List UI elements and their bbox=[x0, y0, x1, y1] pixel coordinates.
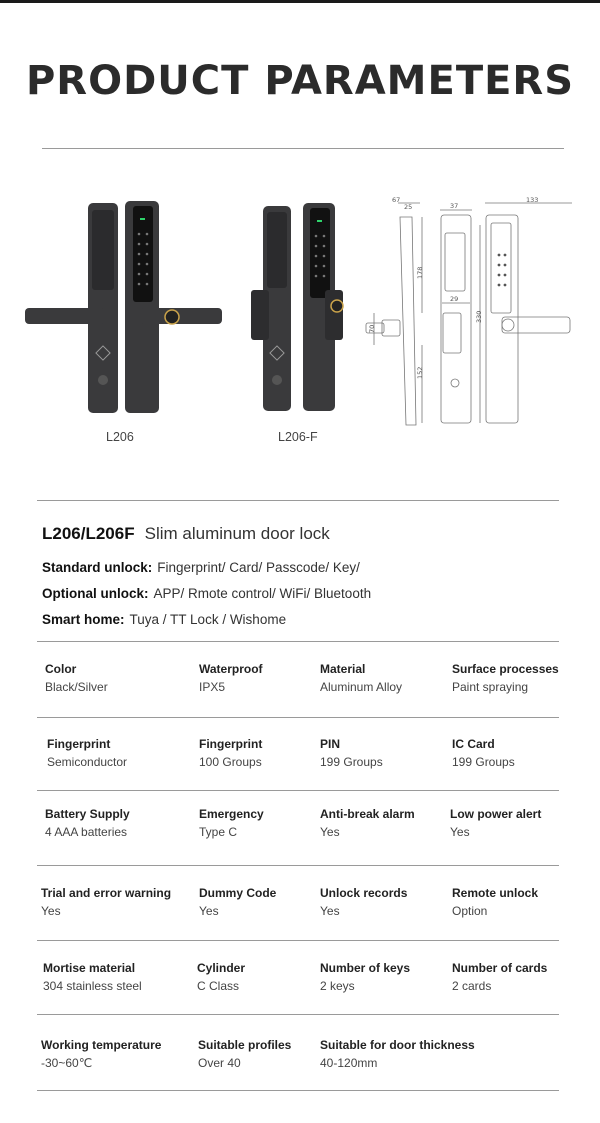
model-heading bbox=[42, 524, 330, 544]
optional-unlock-value: APP/ Rmote control/ WiFi/ Bluetooth bbox=[153, 586, 372, 601]
spec-value: Semiconductor bbox=[47, 755, 128, 769]
spec-row bbox=[0, 807, 600, 881]
spec-label: Dummy Code bbox=[199, 886, 277, 900]
spec-keys bbox=[320, 961, 410, 993]
smart-home bbox=[42, 612, 286, 627]
spec-label: Trial and error warning bbox=[41, 886, 172, 900]
top-border bbox=[0, 0, 600, 3]
dim-label: 330 bbox=[475, 310, 483, 323]
spec-door-thickness bbox=[320, 1038, 475, 1070]
spec-anti-break bbox=[320, 807, 415, 839]
spec-value: 4 AAA batteries bbox=[45, 825, 128, 839]
spec-value: 40-120mm bbox=[320, 1056, 378, 1070]
spec-label: Color bbox=[45, 662, 77, 676]
bottom-divider bbox=[37, 1090, 559, 1091]
spec-value: Paint spraying bbox=[452, 680, 529, 694]
spec-cylinder bbox=[197, 961, 245, 993]
spec-label: Unlock records bbox=[320, 886, 408, 900]
spec-row bbox=[0, 737, 600, 811]
spec-value: 199 Groups bbox=[452, 755, 515, 769]
spec-label: Cylinder bbox=[197, 961, 246, 975]
spec-value: Over 40 bbox=[198, 1056, 241, 1070]
spec-label: Fingerprint bbox=[47, 737, 111, 751]
spec-row bbox=[0, 886, 600, 960]
spec-label: Waterproof bbox=[199, 662, 263, 676]
spec-label: Surface processes bbox=[452, 662, 559, 676]
spec-value: C Class bbox=[197, 979, 240, 993]
spec-value: 100 Groups bbox=[199, 755, 262, 769]
spec-temperature bbox=[41, 1038, 161, 1070]
spec-value: Option bbox=[452, 904, 488, 918]
dim-label: 29 bbox=[450, 295, 459, 303]
spec-value: IPX5 bbox=[199, 680, 226, 694]
spec-surface bbox=[452, 662, 559, 694]
spec-value: 199 Groups bbox=[320, 755, 383, 769]
spec-emergency bbox=[199, 807, 264, 839]
lock-l206-image bbox=[20, 198, 225, 418]
spec-battery bbox=[45, 807, 130, 839]
spec-value: Black/Silver bbox=[45, 680, 108, 694]
spec-cards bbox=[452, 961, 547, 993]
optional-unlock bbox=[42, 586, 371, 601]
smart-home-value: Tuya / TT Lock / Wishome bbox=[129, 612, 287, 627]
spec-label: Number of keys bbox=[320, 961, 411, 975]
spec-waterproof bbox=[199, 662, 263, 694]
spec-value: 304 stainless steel bbox=[43, 979, 142, 993]
spec-value: 2 cards bbox=[452, 979, 492, 993]
spec-label: IC Card bbox=[452, 737, 495, 751]
optional-unlock-label: Optional unlock: bbox=[42, 586, 149, 601]
spec-value: -30~60℃ bbox=[41, 1056, 93, 1070]
dim-label: 133 bbox=[526, 196, 539, 204]
spec-row bbox=[0, 662, 600, 736]
spec-divider bbox=[37, 641, 559, 642]
standard-unlock bbox=[42, 560, 360, 575]
dim-label: 37 bbox=[450, 202, 459, 210]
spec-label: Suitable profiles bbox=[198, 1038, 292, 1052]
section-divider bbox=[37, 500, 559, 501]
model-description: Slim aluminum door lock bbox=[144, 524, 330, 543]
spec-label: Anti-break alarm bbox=[320, 807, 415, 821]
row-divider bbox=[37, 790, 559, 791]
spec-mortise bbox=[43, 961, 142, 993]
standard-unlock-label: Standard unlock: bbox=[42, 560, 153, 575]
smart-home-label: Smart home: bbox=[42, 612, 125, 627]
spec-fingerprint-capacity bbox=[199, 737, 262, 769]
spec-label: Suitable for door thickness bbox=[320, 1038, 475, 1052]
product-caption-l206: L206 bbox=[106, 430, 134, 444]
row-divider bbox=[37, 865, 559, 866]
spec-value: Type C bbox=[199, 825, 238, 839]
spec-label: Material bbox=[320, 662, 366, 676]
spec-row bbox=[0, 961, 600, 1035]
spec-value: 2 keys bbox=[320, 979, 355, 993]
spec-low-power bbox=[450, 807, 541, 839]
standard-unlock-value: Fingerprint/ Card/ Passcode/ Key/ bbox=[157, 560, 360, 575]
spec-label: Number of cards bbox=[452, 961, 548, 975]
spec-material bbox=[320, 662, 402, 694]
spec-fingerprint-type bbox=[47, 737, 127, 769]
spec-pin bbox=[320, 737, 383, 769]
row-divider bbox=[37, 940, 559, 941]
dim-label: 178 bbox=[416, 266, 424, 279]
spec-ic-card bbox=[452, 737, 515, 769]
row-divider bbox=[37, 717, 559, 718]
spec-value: Yes bbox=[320, 825, 340, 839]
dim-label: 67 bbox=[392, 196, 401, 204]
spec-profiles bbox=[198, 1038, 291, 1070]
spec-label: Battery Supply bbox=[45, 807, 130, 821]
spec-value: Yes bbox=[450, 825, 470, 839]
spec-value: Yes bbox=[199, 904, 219, 918]
spec-unlock-records bbox=[320, 886, 407, 918]
dim-label: 70 bbox=[368, 324, 376, 333]
spec-row bbox=[0, 1038, 600, 1112]
row-divider bbox=[37, 1014, 559, 1015]
product-caption-l206f: L206-F bbox=[278, 430, 318, 444]
page-title: PRODUCT PARAMETERS bbox=[25, 58, 575, 104]
spec-color bbox=[45, 662, 108, 694]
spec-label: PIN bbox=[320, 737, 341, 751]
spec-label: Emergency bbox=[199, 807, 264, 821]
title-divider bbox=[42, 148, 564, 149]
lock-l206f-image bbox=[245, 198, 355, 418]
spec-value: Yes bbox=[320, 904, 340, 918]
dimension-drawing bbox=[362, 195, 577, 435]
spec-label: Remote unlock bbox=[452, 886, 539, 900]
spec-label: Low power alert bbox=[450, 807, 542, 821]
spec-label: Mortise material bbox=[43, 961, 136, 975]
dim-label: 25 bbox=[404, 203, 413, 211]
spec-trial-error bbox=[41, 886, 171, 918]
spec-label: Fingerprint bbox=[199, 737, 263, 751]
dim-label: 152 bbox=[416, 366, 424, 379]
spec-label: Working temperature bbox=[41, 1038, 162, 1052]
model-name: L206/L206F bbox=[42, 524, 135, 543]
spec-dummy-code bbox=[199, 886, 276, 918]
spec-value: Yes bbox=[41, 904, 61, 918]
spec-value: Aluminum Alloy bbox=[320, 680, 403, 694]
spec-remote-unlock bbox=[452, 886, 538, 918]
